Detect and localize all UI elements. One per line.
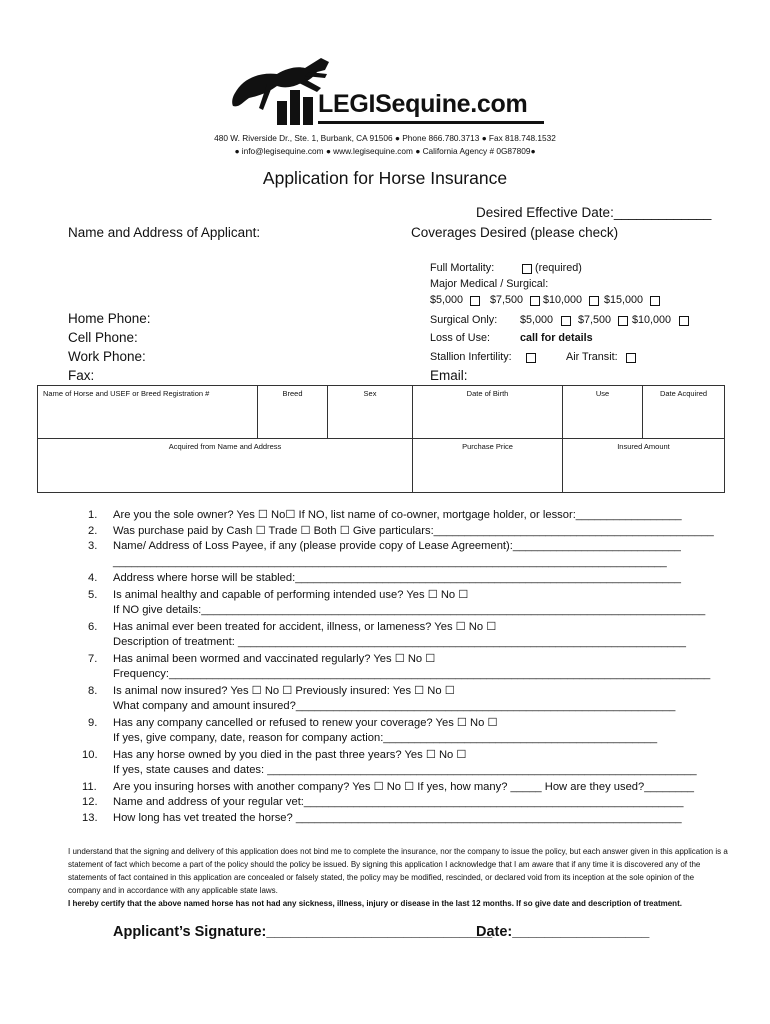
- question-7: 7. Has animal been wormed and vaccinated regularly? Yes ☐ No ☐: [88, 653, 436, 665]
- th-acquired-from[interactable]: Acquired from Name and Address: [38, 439, 413, 493]
- mm-15000-checkbox[interactable]: [650, 296, 660, 306]
- th-horse-name[interactable]: Name of Horse and USEF or Breed Registration #: [38, 386, 258, 439]
- so-option-10000: $10,000: [632, 314, 672, 326]
- logo-underline: [318, 121, 544, 124]
- question-7-details[interactable]: Frequency:_______________________________________________________________________________________: [113, 668, 711, 680]
- so-option-5000: $5,000: [520, 314, 554, 326]
- question-5-details[interactable]: If NO give details:_________________________________________________________________________________: [113, 604, 706, 616]
- home-phone-label: Home Phone:: [68, 311, 151, 326]
- question-9-details[interactable]: If yes, give company, date, reason for company action:____________________________________________: [113, 732, 658, 744]
- cell-phone-label: Cell Phone:: [68, 330, 138, 345]
- major-medical-label: Major Medical / Surgical:: [430, 278, 549, 290]
- question-10: 10. Has any horse owned by you died in the past three years? Yes ☐ No ☐: [82, 749, 467, 761]
- mm-option-5000: $5,000: [430, 294, 464, 306]
- question-13: 13. How long has vet treated the horse? ______________________________________________________________: [82, 812, 682, 824]
- applicant-signature-field[interactable]: Applicant’s Signature:____________________________: [113, 924, 493, 940]
- question-11: 11. Are you insuring horses with another company? Yes ☐ No ☐ If yes, how many? _____ How are they used?________: [82, 781, 695, 793]
- mm-option-10000: $10,000: [543, 294, 583, 306]
- email-label: Email:: [430, 368, 468, 383]
- certify-text: I hereby certify that the above named horse has not had any sickness, illness, injury or disease in the last 12 months. If so give date and description of treatment.: [68, 899, 682, 908]
- question-8-details[interactable]: What company and amount insured?_____________________________________________________________: [113, 700, 676, 712]
- question-5: 5. Is animal healthy and capable of performing intended use? Yes ☐ No ☐: [88, 589, 469, 601]
- air-transit-label: Air Transit:: [566, 351, 618, 363]
- question-6: 6. Has animal ever been treated for accident, illness, or lameness? Yes ☐ No ☐: [88, 621, 497, 633]
- so-5000-checkbox[interactable]: [561, 316, 571, 326]
- coverages-label: Coverages Desired (please check): [411, 225, 619, 240]
- question-9: 9. Has any company cancelled or refused to renew your coverage? Yes ☐ No ☐: [88, 717, 498, 729]
- disclaimer-text: I understand that the signing and delivery of this application does not bind me to complete the insurance, nor the company to issue the policy, but each answer given in this application is a statement of fact which become a part of the policy should the policy be issued. By signing this application I acknowledge that I am aware that if any time it is discovered any of the statements of fact contained in this application are concealed or falsely stated, the policy may be modified, rescinded, or declared void from its inception at the sole opinion of the company and in accordance with any applicable state laws.: [68, 847, 728, 895]
- th-breed[interactable]: Breed: [258, 386, 328, 439]
- horse-info-table: [37, 385, 725, 493]
- loss-of-use-value: call for details: [520, 332, 593, 344]
- question-12: 12. Name and address of your regular vet:_____________________________________________________________: [82, 796, 684, 808]
- th-use[interactable]: Use: [563, 386, 643, 439]
- stallion-infertility-label: Stallion Infertility:: [430, 351, 512, 363]
- so-10000-checkbox[interactable]: [679, 316, 689, 326]
- mm-7500-checkbox[interactable]: [530, 296, 540, 306]
- full-mortality-checkbox[interactable]: [522, 264, 532, 274]
- name-address-label: Name and Address of Applicant:: [68, 225, 261, 240]
- question-8: 8. Is animal now insured? Yes ☐ No ☐ Previously insured: Yes ☐ No ☐: [88, 685, 455, 697]
- question-3: 3. Name/ Address of Loss Payee, if any (please provide copy of Lease Agreement):___________________________: [88, 540, 681, 552]
- contact-line: ● info@legisequine.com ● www.legisequine.com ● California Agency # 0G87809●: [234, 146, 536, 156]
- th-purchase-price[interactable]: Purchase Price: [413, 439, 563, 493]
- mm-10000-checkbox[interactable]: [589, 296, 599, 306]
- page-title: Application for Horse Insurance: [262, 168, 508, 188]
- mm-option-15000: $15,000: [604, 294, 644, 306]
- signature-date-field[interactable]: Date:_________________: [476, 924, 650, 940]
- th-date-acquired[interactable]: Date Acquired: [643, 386, 725, 439]
- fax-label: Fax:: [68, 368, 95, 383]
- question-4: 4. Address where horse will be stabled:______________________________________________________________: [88, 572, 681, 584]
- th-date-of-birth[interactable]: Date of Birth: [413, 386, 563, 439]
- mm-5000-checkbox[interactable]: [470, 296, 480, 306]
- surgical-only-label: Surgical Only:: [430, 314, 498, 326]
- desired-effective-date: Desired Effective Date:_____________: [476, 205, 712, 220]
- question-10-details[interactable]: If yes, state causes and dates: _____________________________________________________________________: [113, 764, 697, 776]
- question-3-line[interactable]: _________________________________________________________________________________________: [113, 556, 667, 568]
- question-6-details[interactable]: Description of treatment: ________________________________________________________________________: [113, 636, 686, 648]
- th-insured-amount[interactable]: Insured Amount: [563, 439, 725, 493]
- air-transit-checkbox[interactable]: [626, 353, 636, 363]
- work-phone-label: Work Phone:: [68, 349, 146, 364]
- address-line: 480 W. Riverside Dr., Ste. 1, Burbank, CA 91506 ● Phone 866.780.3713 ● Fax 818.748.1532: [214, 133, 556, 143]
- question-1: 1. Are you the sole owner? Yes ☐ No☐ If NO, list name of co-owner, mortgage holder, or lessor:_________________: [88, 509, 682, 521]
- so-option-7500: $7,500: [578, 314, 612, 326]
- logo-text: LEGISequine.com: [318, 90, 528, 118]
- mm-option-7500: $7,500: [490, 294, 524, 306]
- full-mortality-label: Full Mortality:: [430, 262, 495, 274]
- loss-of-use-label: Loss of Use:: [430, 332, 491, 344]
- full-mortality-note: (required): [535, 262, 582, 274]
- question-2: 2. Was purchase paid by Cash ☐ Trade ☐ Both ☐ Give particulars:_____________________________________________: [88, 525, 714, 537]
- th-sex[interactable]: Sex: [328, 386, 413, 439]
- so-7500-checkbox[interactable]: [618, 316, 628, 326]
- stallion-checkbox[interactable]: [526, 353, 536, 363]
